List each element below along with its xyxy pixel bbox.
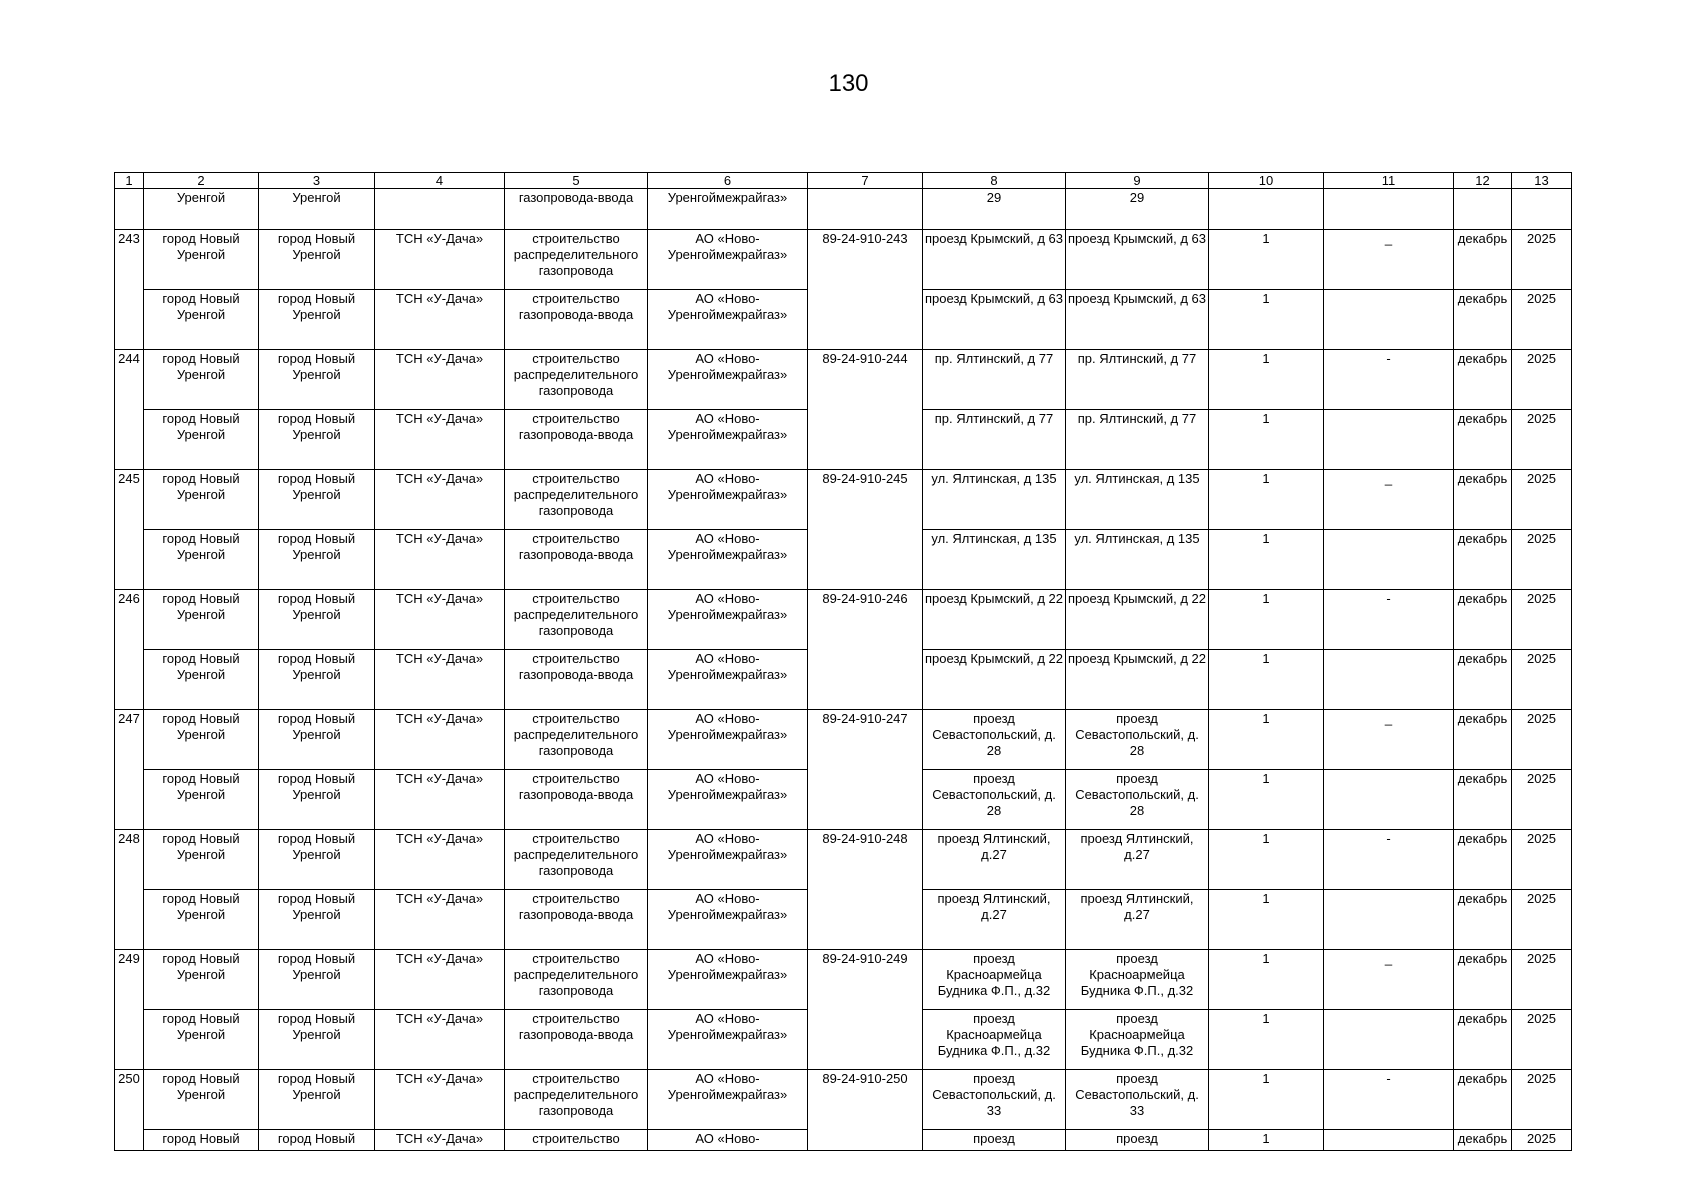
table-cell: 2025: [1512, 290, 1572, 350]
table-cell: АО «Ново-Уренгоймежрайгаз»: [648, 770, 808, 830]
table-row: [115, 1070, 1572, 1130]
table-cell: проезд Ялтинский, д.27: [923, 830, 1066, 890]
table-cell: город Новый: [144, 1130, 259, 1151]
table-cell: декабрь: [1454, 230, 1512, 290]
table-cell: ТСН «У-Дача»: [375, 590, 505, 650]
table-cell: строительство: [505, 1130, 648, 1151]
row-number-cell: 247: [115, 710, 144, 830]
table-cell: ТСН «У-Дача»: [375, 350, 505, 410]
table-cell: 2025: [1512, 1070, 1572, 1130]
table-cell: проезд Севастопольский, д. 33: [923, 1070, 1066, 1130]
table-cell: АО «Ново-: [648, 1130, 808, 1151]
table-cell: 2025: [1512, 350, 1572, 410]
table-cell: 1: [1209, 350, 1324, 410]
table-cell: город Новый Уренгой: [144, 1010, 259, 1070]
table-cell: [1324, 530, 1454, 590]
table-cell: проезд Красноармейца Будника Ф.П., д.32: [1066, 950, 1209, 1010]
table-cell: город Новый Уренгой: [259, 470, 375, 530]
table-cell: [1454, 189, 1512, 230]
table-cell: строительство газопровода-ввода: [505, 890, 648, 950]
table-cell: 2025: [1512, 890, 1572, 950]
table-cell: [808, 189, 923, 230]
table-cell: проезд Крымский, д 22: [1066, 590, 1209, 650]
table-cell: декабрь: [1454, 1070, 1512, 1130]
table-cell: город Новый Уренгой: [144, 890, 259, 950]
table-cell: город Новый Уренгой: [144, 530, 259, 590]
table-cell: -: [1324, 1070, 1454, 1130]
table-cell: 1: [1209, 410, 1324, 470]
column-number-header: 7: [808, 173, 923, 189]
table-cell: 2025: [1512, 230, 1572, 290]
table-cell: ТСН «У-Дача»: [375, 650, 505, 710]
table-cell: ТСН «У-Дача»: [375, 230, 505, 290]
table-cell: пр. Ялтинский, д 77: [1066, 410, 1209, 470]
column-number-header: 10: [1209, 173, 1324, 189]
table-cell: АО «Ново-Уренгоймежрайгаз»: [648, 710, 808, 770]
table-cell: город Новый Уренгой: [144, 830, 259, 890]
table-cell: АО «Ново-Уренгоймежрайгаз»: [648, 230, 808, 290]
table-cell: ул. Ялтинская, д 135: [923, 470, 1066, 530]
table-cell: ТСН «У-Дача»: [375, 1130, 505, 1151]
table-header-row: [115, 173, 1572, 189]
table-cell: ТСН «У-Дача»: [375, 770, 505, 830]
table-cell: [1512, 189, 1572, 230]
table-cell: декабрь: [1454, 1130, 1512, 1151]
table-cell: [1209, 189, 1324, 230]
table-cell: АО «Ново-Уренгоймежрайгаз»: [648, 470, 808, 530]
column-number-header: 1: [115, 173, 144, 189]
table-cell: 1: [1209, 530, 1324, 590]
column-number-header: 12: [1454, 173, 1512, 189]
table-cell: проезд Крымский, д 63: [1066, 290, 1209, 350]
table-cell: АО «Ново-Уренгоймежрайгаз»: [648, 290, 808, 350]
table-cell: пр. Ялтинский, д 77: [923, 410, 1066, 470]
table-cell: декабрь: [1454, 890, 1512, 950]
table-cell: 1: [1209, 650, 1324, 710]
table-cell: проезд Ялтинский, д.27: [923, 890, 1066, 950]
object-code-cell: 89-24-910-243: [808, 230, 923, 350]
row-number-cell: 244: [115, 350, 144, 470]
column-number-header: 6: [648, 173, 808, 189]
object-code-cell: 89-24-910-245: [808, 470, 923, 590]
table-cell: ТСН «У-Дача»: [375, 710, 505, 770]
table-cell: город Новый Уренгой: [144, 710, 259, 770]
object-code-cell: 89-24-910-246: [808, 590, 923, 710]
table-cell: 2025: [1512, 530, 1572, 590]
row-number-cell: 250: [115, 1070, 144, 1151]
table-cell: 1: [1209, 1130, 1324, 1151]
table-cell: 1: [1209, 230, 1324, 290]
table-cell: [115, 189, 144, 230]
table-cell: [1324, 290, 1454, 350]
table-cell: 1: [1209, 830, 1324, 890]
table-cell: АО «Ново-Уренгоймежрайгаз»: [648, 590, 808, 650]
table-cell: город Новый Уренгой: [259, 410, 375, 470]
table-cell: 2025: [1512, 410, 1572, 470]
table-cell: [1324, 650, 1454, 710]
column-number-header: 5: [505, 173, 648, 189]
table-cell: -: [1324, 830, 1454, 890]
table-cell: город Новый Уренгой: [144, 350, 259, 410]
row-number-cell: 243: [115, 230, 144, 350]
column-number-header: 8: [923, 173, 1066, 189]
table-cell: _: [1324, 230, 1454, 290]
table-cell: строительство распределительного газопровода: [505, 470, 648, 530]
table-cell: 29: [1066, 189, 1209, 230]
table-cell: АО «Ново-Уренгоймежрайгаз»: [648, 950, 808, 1010]
table-cell: [1324, 189, 1454, 230]
table-cell: 2025: [1512, 710, 1572, 770]
table-cell: проезд Севастопольский, д. 28: [1066, 770, 1209, 830]
table-cell: 1: [1209, 1010, 1324, 1070]
table-cell: Уренгоймежрайгаз»: [648, 189, 808, 230]
table-cell: строительство газопровода-ввода: [505, 1010, 648, 1070]
table-cell: проезд Крымский, д 63: [1066, 230, 1209, 290]
row-number-cell: 248: [115, 830, 144, 950]
table-cell: декабрь: [1454, 530, 1512, 590]
table-cell: ул. Ялтинская, д 135: [923, 530, 1066, 590]
table-cell: ТСН «У-Дача»: [375, 1010, 505, 1070]
table-cell: город Новый Уренгой: [259, 530, 375, 590]
table-cell: АО «Ново-Уренгоймежрайгаз»: [648, 890, 808, 950]
table-cell: 1: [1209, 590, 1324, 650]
table-row: [115, 350, 1572, 410]
table-cell: город Новый Уренгой: [259, 350, 375, 410]
object-code-cell: 89-24-910-248: [808, 830, 923, 950]
table-cell: город Новый Уренгой: [259, 290, 375, 350]
table-cell: строительство газопровода-ввода: [505, 290, 648, 350]
table-cell: город Новый Уренгой: [259, 770, 375, 830]
table-cell: проезд Севастопольский, д. 33: [1066, 1070, 1209, 1130]
object-code-cell: 89-24-910-247: [808, 710, 923, 830]
table-cell: проезд Севастопольский, д. 28: [1066, 710, 1209, 770]
table-cell: декабрь: [1454, 950, 1512, 1010]
table-cell: проезд Крымский, д 63: [923, 290, 1066, 350]
table-cell: декабрь: [1454, 410, 1512, 470]
table-cell: проезд: [1066, 1130, 1209, 1151]
table-cell: декабрь: [1454, 710, 1512, 770]
table-cell: пр. Ялтинский, д 77: [1066, 350, 1209, 410]
table-cell: 2025: [1512, 590, 1572, 650]
table-cell: город Новый Уренгой: [259, 650, 375, 710]
table-cell: декабрь: [1454, 650, 1512, 710]
object-code-cell: 89-24-910-244: [808, 350, 923, 470]
continuation-row: [115, 189, 1572, 230]
table-cell: [1324, 1010, 1454, 1070]
table-cell: строительство газопровода-ввода: [505, 650, 648, 710]
table-cell: проезд Крымский, д 22: [923, 650, 1066, 710]
table-cell: декабрь: [1454, 590, 1512, 650]
table-cell: строительство распределительного газопровода: [505, 950, 648, 1010]
table-cell: 2025: [1512, 770, 1572, 830]
table-cell: строительство распределительного газопровода: [505, 1070, 648, 1130]
table-cell: проезд Красноармейца Будника Ф.П., д.32: [923, 1010, 1066, 1070]
table-cell: декабрь: [1454, 290, 1512, 350]
table-cell: 1: [1209, 950, 1324, 1010]
table-cell: пр. Ялтинский, д 77: [923, 350, 1066, 410]
table-cell: 2025: [1512, 830, 1572, 890]
table-cell: ТСН «У-Дача»: [375, 530, 505, 590]
table-cell: строительство распределительного газопровода: [505, 830, 648, 890]
table-cell: город Новый Уренгой: [144, 650, 259, 710]
table-cell: 1: [1209, 710, 1324, 770]
table-cell: город Новый Уренгой: [144, 230, 259, 290]
table-cell: город Новый Уренгой: [259, 590, 375, 650]
table-cell: проезд Красноармейца Будника Ф.П., д.32: [1066, 1010, 1209, 1070]
table-cell: проезд Ялтинский, д.27: [1066, 890, 1209, 950]
table-cell: город Новый Уренгой: [144, 290, 259, 350]
table-cell: город Новый Уренгой: [259, 890, 375, 950]
table-cell: строительство газопровода-ввода: [505, 770, 648, 830]
table-cell: строительство распределительного газопровода: [505, 350, 648, 410]
row-number-cell: 246: [115, 590, 144, 710]
table-cell: город Новый Уренгой: [144, 590, 259, 650]
table-cell: АО «Ново-Уренгоймежрайгаз»: [648, 830, 808, 890]
table-cell: [375, 189, 505, 230]
table-cell: ТСН «У-Дача»: [375, 290, 505, 350]
table-cell: АО «Ново-Уренгоймежрайгаз»: [648, 1010, 808, 1070]
table-cell: проезд Крымский, д 22: [923, 590, 1066, 650]
table-cell: АО «Ново-Уренгоймежрайгаз»: [648, 650, 808, 710]
table-cell: город Новый Уренгой: [144, 950, 259, 1010]
table-cell: строительство распределительного газопровода: [505, 710, 648, 770]
table-cell: строительство газопровода-ввода: [505, 410, 648, 470]
object-code-cell: 89-24-910-250: [808, 1070, 923, 1151]
table-cell: ТСН «У-Дача»: [375, 830, 505, 890]
column-number-header: 9: [1066, 173, 1209, 189]
table-cell: строительство распределительного газопровода: [505, 230, 648, 290]
column-number-header: 13: [1512, 173, 1572, 189]
table-cell: город Новый Уренгой: [259, 230, 375, 290]
table-cell: строительство газопровода-ввода: [505, 530, 648, 590]
table-cell: -: [1324, 590, 1454, 650]
table-cell: город Новый Уренгой: [259, 1070, 375, 1130]
table-row: [115, 950, 1572, 1010]
table-cell: декабрь: [1454, 770, 1512, 830]
table-cell: АО «Ново-Уренгоймежрайгаз»: [648, 1070, 808, 1130]
table-row: [115, 830, 1572, 890]
table-cell: 1: [1209, 470, 1324, 530]
table-cell: город Новый Уренгой: [144, 770, 259, 830]
column-number-header: 11: [1324, 173, 1454, 189]
table-row: [115, 230, 1572, 290]
table-cell: ТСН «У-Дача»: [375, 410, 505, 470]
table-cell: _: [1324, 470, 1454, 530]
table-row: [115, 590, 1572, 650]
table-cell: город Новый: [259, 1130, 375, 1151]
table-cell: ул. Ялтинская, д 135: [1066, 470, 1209, 530]
table-cell: 1: [1209, 770, 1324, 830]
row-number-cell: 245: [115, 470, 144, 590]
row-number-cell: 249: [115, 950, 144, 1070]
table-cell: декабрь: [1454, 350, 1512, 410]
table-cell: город Новый Уренгой: [259, 950, 375, 1010]
table-cell: ТСН «У-Дача»: [375, 890, 505, 950]
table-cell: город Новый Уренгой: [259, 1010, 375, 1070]
table-cell: город Новый Уренгой: [144, 470, 259, 530]
table-cell: АО «Ново-Уренгоймежрайгаз»: [648, 530, 808, 590]
table-cell: проезд Севастопольский, д. 28: [923, 710, 1066, 770]
table-cell: город Новый Уренгой: [144, 410, 259, 470]
table-cell: _: [1324, 710, 1454, 770]
table-cell: [1324, 410, 1454, 470]
table-cell: -: [1324, 350, 1454, 410]
table-cell: 1: [1209, 1070, 1324, 1130]
table-cell: город Новый Уренгой: [259, 830, 375, 890]
table-row: [115, 470, 1572, 530]
table-cell: город Новый Уренгой: [259, 710, 375, 770]
table-cell: 1: [1209, 290, 1324, 350]
table-cell: проезд Красноармейца Будника Ф.П., д.32: [923, 950, 1066, 1010]
table-cell: 2025: [1512, 470, 1572, 530]
table-cell: проезд Севастопольский, д. 28: [923, 770, 1066, 830]
table-cell: 2025: [1512, 1130, 1572, 1151]
table-cell: [1324, 1130, 1454, 1151]
table-cell: проезд Крымский, д 22: [1066, 650, 1209, 710]
table-cell: проезд: [923, 1130, 1066, 1151]
table-row: [115, 710, 1572, 770]
table-cell: декабрь: [1454, 1010, 1512, 1070]
table-cell: 2025: [1512, 1010, 1572, 1070]
table-cell: 2025: [1512, 950, 1572, 1010]
table-cell: 1: [1209, 890, 1324, 950]
table-cell: строительство распределительного газопровода: [505, 590, 648, 650]
table-cell: _: [1324, 950, 1454, 1010]
table-cell: проезд Крымский, д 63: [923, 230, 1066, 290]
column-number-header: 3: [259, 173, 375, 189]
table-cell: АО «Ново-Уренгоймежрайгаз»: [648, 410, 808, 470]
table-cell: газопровода-ввода: [505, 189, 648, 230]
table-cell: город Новый Уренгой: [144, 1070, 259, 1130]
table-cell: Уренгой: [259, 189, 375, 230]
register-table: [114, 172, 1572, 1151]
table-cell: декабрь: [1454, 470, 1512, 530]
table-cell: [1324, 770, 1454, 830]
table-cell: ТСН «У-Дача»: [375, 950, 505, 1010]
page-number: 130: [828, 70, 869, 97]
table-cell: ул. Ялтинская, д 135: [1066, 530, 1209, 590]
column-number-header: 2: [144, 173, 259, 189]
table-cell: 2025: [1512, 650, 1572, 710]
table-cell: [1324, 890, 1454, 950]
table-cell: Уренгой: [144, 189, 259, 230]
table-cell: ТСН «У-Дача»: [375, 1070, 505, 1130]
column-number-header: 4: [375, 173, 505, 189]
table-cell: ТСН «У-Дача»: [375, 470, 505, 530]
table-cell: АО «Ново-Уренгоймежрайгаз»: [648, 350, 808, 410]
table-cell: декабрь: [1454, 830, 1512, 890]
table-cell: 29: [923, 189, 1066, 230]
table-cell: проезд Ялтинский, д.27: [1066, 830, 1209, 890]
object-code-cell: 89-24-910-249: [808, 950, 923, 1070]
